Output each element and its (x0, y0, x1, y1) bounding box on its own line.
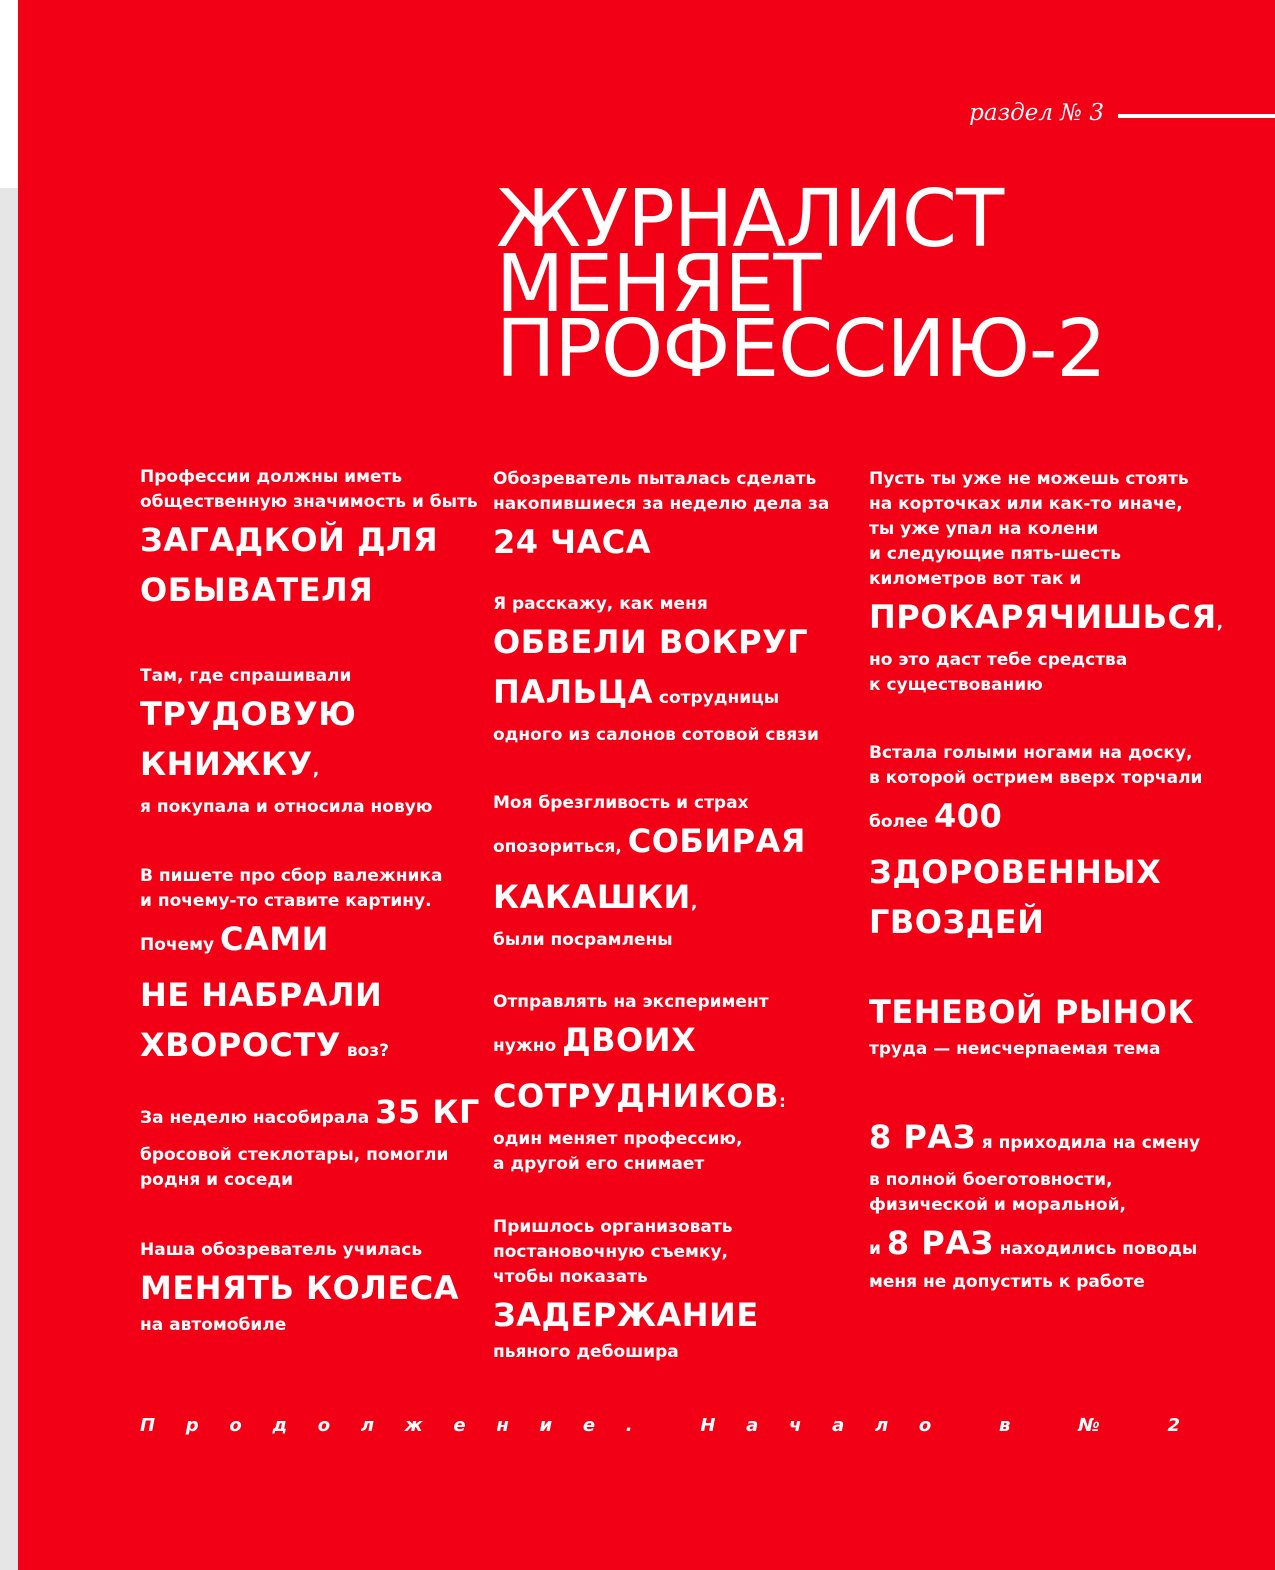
continuation-note-char: а (832, 1415, 845, 1436)
quote-mixed-line (140, 1087, 480, 1143)
quote-text: Наша обозреватель училась (140, 1240, 423, 1260)
quote-text: Пусть ты уже не можешь стоять (869, 469, 1189, 489)
quote-highlight: ТЕНЕВОЙ РЫНОК (869, 993, 1195, 1031)
quote-text: но это даст тебе средства (869, 650, 1128, 670)
quote-text: более (869, 812, 934, 832)
continuation-note-char (663, 1415, 669, 1436)
continuation-note (140, 1415, 1180, 1436)
quote-text: , (312, 760, 320, 780)
quote-text: и почему-то ставите картину. (140, 891, 432, 911)
quote-text: Там, где спрашивали (140, 666, 352, 686)
quote-text: За неделю насобирала (140, 1108, 376, 1128)
quote-text: чтобы показать (493, 1267, 648, 1287)
quote-text: Отправлять на эксперимент (493, 992, 769, 1012)
continuation-note-char: о (229, 1415, 242, 1436)
continuation-note-char: . (625, 1415, 633, 1436)
quote-mixed-line (493, 816, 838, 872)
continuation-note-char: № (1078, 1415, 1100, 1436)
quote-block (140, 664, 475, 820)
quote-text: и следующие пять-шесть (869, 544, 1121, 564)
quote-block (140, 864, 475, 1076)
quote-block (869, 1112, 1249, 1295)
quote-text: одного из салонов сотовой связи (493, 725, 819, 745)
quote-highlight: КАКАШКИ (493, 878, 691, 916)
continuation-note-char: е (582, 1415, 596, 1436)
quote-block (493, 1215, 838, 1365)
quote-text: В пишете про сбор валежника (140, 866, 443, 886)
continuation-note-char: 2 (1167, 1415, 1180, 1436)
quote-text: в полной боеготовности, (869, 1170, 1113, 1190)
continuation-note-char: о (317, 1415, 331, 1436)
quote-highlight: СОТРУДНИКОВ (493, 1077, 779, 1115)
quote-text: километров вот так и (869, 569, 1082, 589)
quote-highlight: 8 РАЗ (886, 1224, 994, 1262)
quote-text: были посрамлены (493, 930, 673, 950)
quote-highlight: ЗАДЕРЖАНИЕ (493, 1296, 759, 1334)
quote-highlight: ЗАГАДКОЙ ДЛЯ (140, 521, 439, 559)
quote-mixed-line (869, 592, 1249, 648)
quote-text: и (869, 1239, 887, 1259)
quote-highlight: НЕ НАБРАЛИ (140, 976, 383, 1014)
quote-text: находились поводы (993, 1239, 1198, 1259)
quote-mixed-line (493, 1015, 838, 1071)
quote-highlight: ТРУДОВУЮ (140, 695, 357, 733)
quote-text: ты уже упал на колени (869, 519, 1099, 539)
quote-highlight: ПРОКАРЯЧИШЬСЯ (869, 598, 1217, 636)
page-gutter (0, 188, 18, 1570)
continuation-note-char: о (918, 1415, 932, 1436)
quote-mixed-line (493, 667, 838, 723)
quote-text: нужно (493, 1036, 563, 1056)
quote-highlight: ПАЛЬЦА (493, 673, 653, 711)
quote-text: Почему (140, 935, 221, 955)
section-rule (1118, 114, 1275, 118)
quote-highlight: 400 (933, 797, 1003, 835)
quote-text: пьяного дебошира (493, 1342, 679, 1362)
quote-mixed-line (493, 1071, 838, 1127)
quote-text: в которой острием вверх торчали (869, 768, 1203, 788)
title-line: МЕНЯЕТ (496, 238, 821, 330)
quote-mixed-line (869, 1218, 1249, 1270)
continuation-note-char: р (185, 1415, 199, 1436)
quote-text: а другой его снимает (493, 1154, 705, 1174)
quote-text: я приходила на смену (975, 1133, 1201, 1153)
quote-highlight: КНИЖКУ (140, 745, 313, 783)
quote-highlight: 8 РАЗ (869, 1118, 976, 1156)
quote-block (869, 741, 1249, 947)
quote-text: опозориться, (493, 837, 628, 857)
continuation-note-char: д (272, 1415, 288, 1436)
quote-text: на корточках или как-то иначе, (869, 494, 1183, 514)
quote-highlight: 24 ЧАСА (493, 523, 652, 561)
quote-text: постановочную съемку, (493, 1242, 728, 1262)
quote-text: труда — неисчерпаемая тема (869, 1039, 1161, 1059)
continuation-note-char: н (496, 1415, 509, 1436)
continuation-note-char: Н (700, 1415, 716, 1436)
quote-block (869, 467, 1249, 698)
quote-text: Я расскажу, как меня (493, 594, 708, 614)
quote-text: сотрудницы (652, 688, 780, 708)
magazine-page (18, 0, 1275, 1570)
quote-highlight: СОБИРАЯ (627, 822, 806, 860)
quote-highlight: ДВОИХ (562, 1021, 697, 1059)
quote-text: родня и соседи (140, 1170, 293, 1190)
continuation-note-char: е (453, 1415, 466, 1436)
title-line: ПРОФЕССИЮ-2 (496, 303, 1106, 395)
quote-highlight: 35 КГ (375, 1093, 480, 1131)
quote-highlight: МЕНЯТЬ КОЛЕСА (140, 1269, 460, 1307)
continuation-note-char: л (874, 1415, 889, 1436)
quote-mixed-line (140, 914, 475, 970)
section-label: раздел № 3 (969, 100, 1104, 126)
quote-text: накопившиеся за неделю дела за (493, 494, 830, 514)
continuation-note-char (1130, 1415, 1136, 1436)
quote-text: бросовой стеклотары, помогли (140, 1145, 449, 1165)
quote-highlight: ЗДОРОВЕННЫХ (869, 853, 1162, 891)
quote-text: общественную значимость и быть (140, 492, 478, 512)
continuation-note-char: и (539, 1415, 553, 1436)
continuation-note-char (962, 1415, 968, 1436)
title-line: ЖУРНАЛИСТ (496, 173, 1004, 265)
quote-text: к существованию (869, 675, 1043, 695)
continuation-note-char: П (140, 1415, 156, 1436)
quote-text: Моя брезгливость и страх (493, 793, 749, 813)
continuation-note-char: л (360, 1415, 375, 1436)
quote-text: Обозреватель пыталась сделать (493, 469, 817, 489)
quote-highlight: ОБЫВАТЕЛЯ (140, 571, 374, 609)
quote-text: , (690, 893, 698, 913)
quote-block (493, 592, 838, 748)
quote-block (493, 990, 838, 1177)
quote-text: один меняет профессию, (493, 1129, 743, 1149)
quote-block (493, 467, 838, 567)
quote-highlight: САМИ (220, 920, 329, 958)
quote-block (869, 987, 1249, 1062)
quote-text: на автомобиле (140, 1315, 287, 1335)
quote-text: , (1216, 613, 1224, 633)
continuation-note-char: ж (404, 1415, 423, 1436)
quote-mixed-line (869, 791, 1249, 847)
quote-block (140, 1238, 475, 1338)
continuation-note-char (1041, 1415, 1047, 1436)
quote-text: : (778, 1092, 786, 1112)
continuation-note-char: ч (789, 1415, 802, 1436)
quote-mixed-line (140, 1020, 475, 1076)
quote-highlight: ОБВЕЛИ ВОКРУГ (493, 623, 809, 661)
continuation-note-char: а (746, 1415, 759, 1436)
quote-highlight: ХВОРОСТУ (140, 1026, 341, 1064)
quote-text: физической и моральной, (869, 1195, 1126, 1215)
quote-mixed-line (869, 1112, 1249, 1168)
continuation-note-char: в (998, 1415, 1011, 1436)
quote-text: я покупала и относила новую (140, 797, 433, 817)
quote-text: воз? (340, 1041, 390, 1061)
quote-text: Пришлось организовать (493, 1217, 733, 1237)
quote-mixed-line (140, 739, 475, 795)
quote-text: Профессии должны иметь (140, 467, 403, 487)
quote-block (493, 791, 838, 953)
quote-text: меня не допустить к работе (869, 1272, 1145, 1292)
quote-block (140, 1087, 480, 1193)
page-title (496, 173, 1106, 395)
quote-block (140, 465, 478, 615)
quote-mixed-line (493, 872, 838, 928)
quote-text: Встала голыми ногами на доску, (869, 743, 1193, 763)
quote-highlight: ГВОЗДЕЙ (869, 903, 1045, 941)
